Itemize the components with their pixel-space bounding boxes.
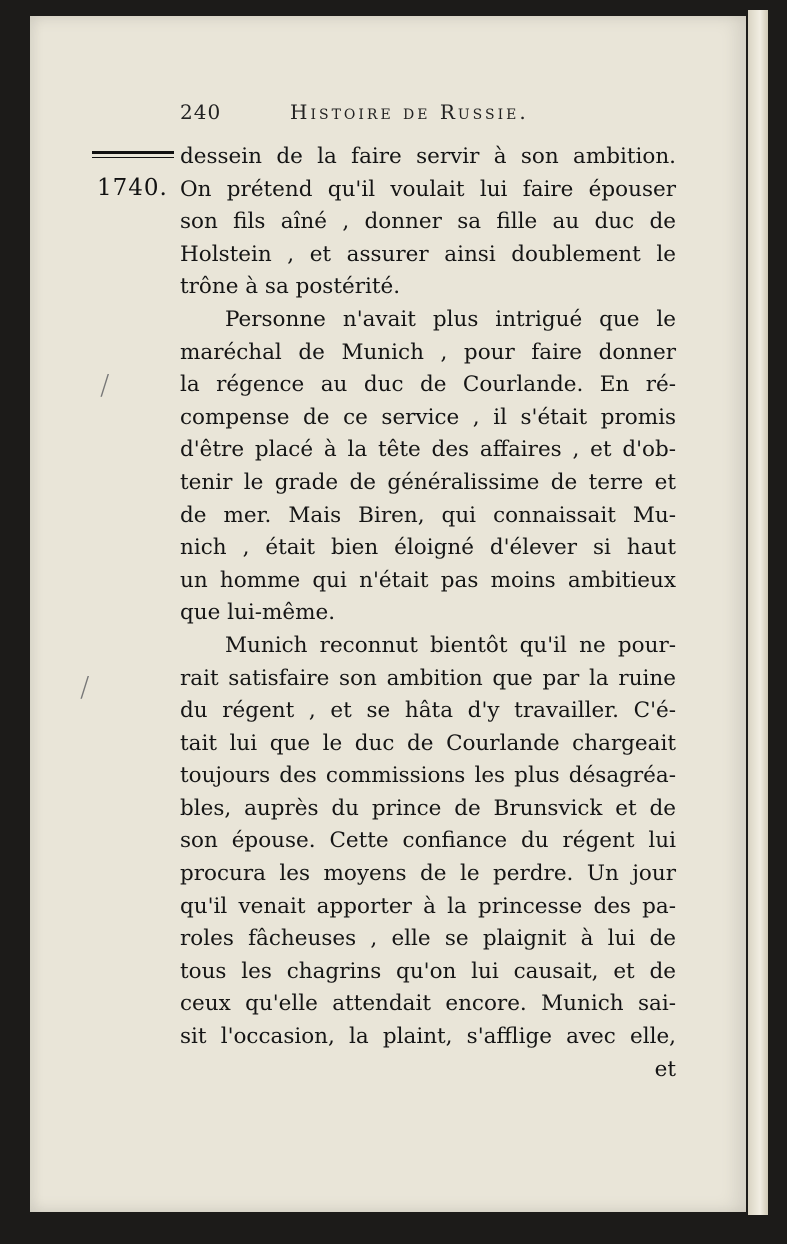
text-line: rait satisfaire son ambition que par la ruine — [180, 665, 676, 691]
text-line: Holstein , et assurer ainsi doublement le — [180, 241, 676, 267]
text-line: que lui-même. — [180, 600, 336, 626]
text-line: un homme qui n'était pas moins ambitieux — [180, 567, 676, 593]
text-line: dessein de la faire servir à son ambition. — [180, 144, 676, 169]
text-line: du régent , et se hâta d'y travailler. C'é- — [180, 698, 676, 724]
text-line: Munich reconnut bientôt qu'il ne pour- — [225, 632, 676, 658]
double-rule-mark — [92, 151, 174, 161]
catchword: et — [654, 1056, 676, 1082]
text-line: tous les chagrins qu'on lui causait, et de — [180, 958, 676, 984]
text-line: Personne n'avait plus intrigué que le — [225, 306, 676, 332]
text-line: nich , était bien éloigné d'élever si haut — [180, 535, 676, 561]
text-line: sit l'occasion, la plaint, s'afflige avec elle, — [180, 1024, 676, 1050]
text-line: son fils aîné , donner sa fille au duc de — [180, 209, 676, 235]
next-page-edge — [748, 10, 768, 1215]
text-line: tait lui que le duc de Courlande chargeait — [180, 730, 676, 756]
text-line: procura les moyens de le perdre. Un jour — [180, 861, 676, 887]
text-line: toujours des commissions les plus désagréa- — [180, 763, 676, 789]
text-line: maréchal de Munich , pour faire donner — [180, 339, 676, 365]
text-line: de mer. Mais Biren, qui connaissait Mu- — [180, 502, 676, 528]
text-line: trône à sa postérité. — [180, 274, 401, 300]
text-line: ceux qu'elle attendait encore. Munich sai- — [180, 991, 676, 1017]
pencil-mark-icon: / — [100, 368, 110, 401]
running-title: Histoire de Russie. — [290, 100, 529, 124]
text-line: roles fâcheuses , elle se plaignit à lui de — [180, 926, 676, 952]
text-line: bles, auprès du prince de Brunsvick et de — [180, 795, 676, 821]
text-line: tenir le grade de généralissime de terre et — [180, 469, 676, 495]
text-line: On prétend qu'il voulait lui faire épouser — [180, 176, 676, 202]
text-line: son épouse. Cette confiance du régent lui — [180, 828, 676, 854]
body-text — [180, 141, 676, 1086]
pencil-mark-icon: / — [80, 670, 90, 703]
text-line: d'être placé à la tête des affaires , et d'ob- — [180, 437, 676, 463]
margin-year: 1740. — [97, 175, 168, 201]
text-line: compense de ce service , il s'était promis — [180, 404, 676, 430]
text-line: la régence au duc de Courlande. En ré- — [180, 372, 676, 398]
running-head — [180, 100, 680, 130]
text-line: qu'il venait apporter à la princesse des pa- — [180, 893, 676, 919]
page-number: 240 — [180, 100, 222, 124]
